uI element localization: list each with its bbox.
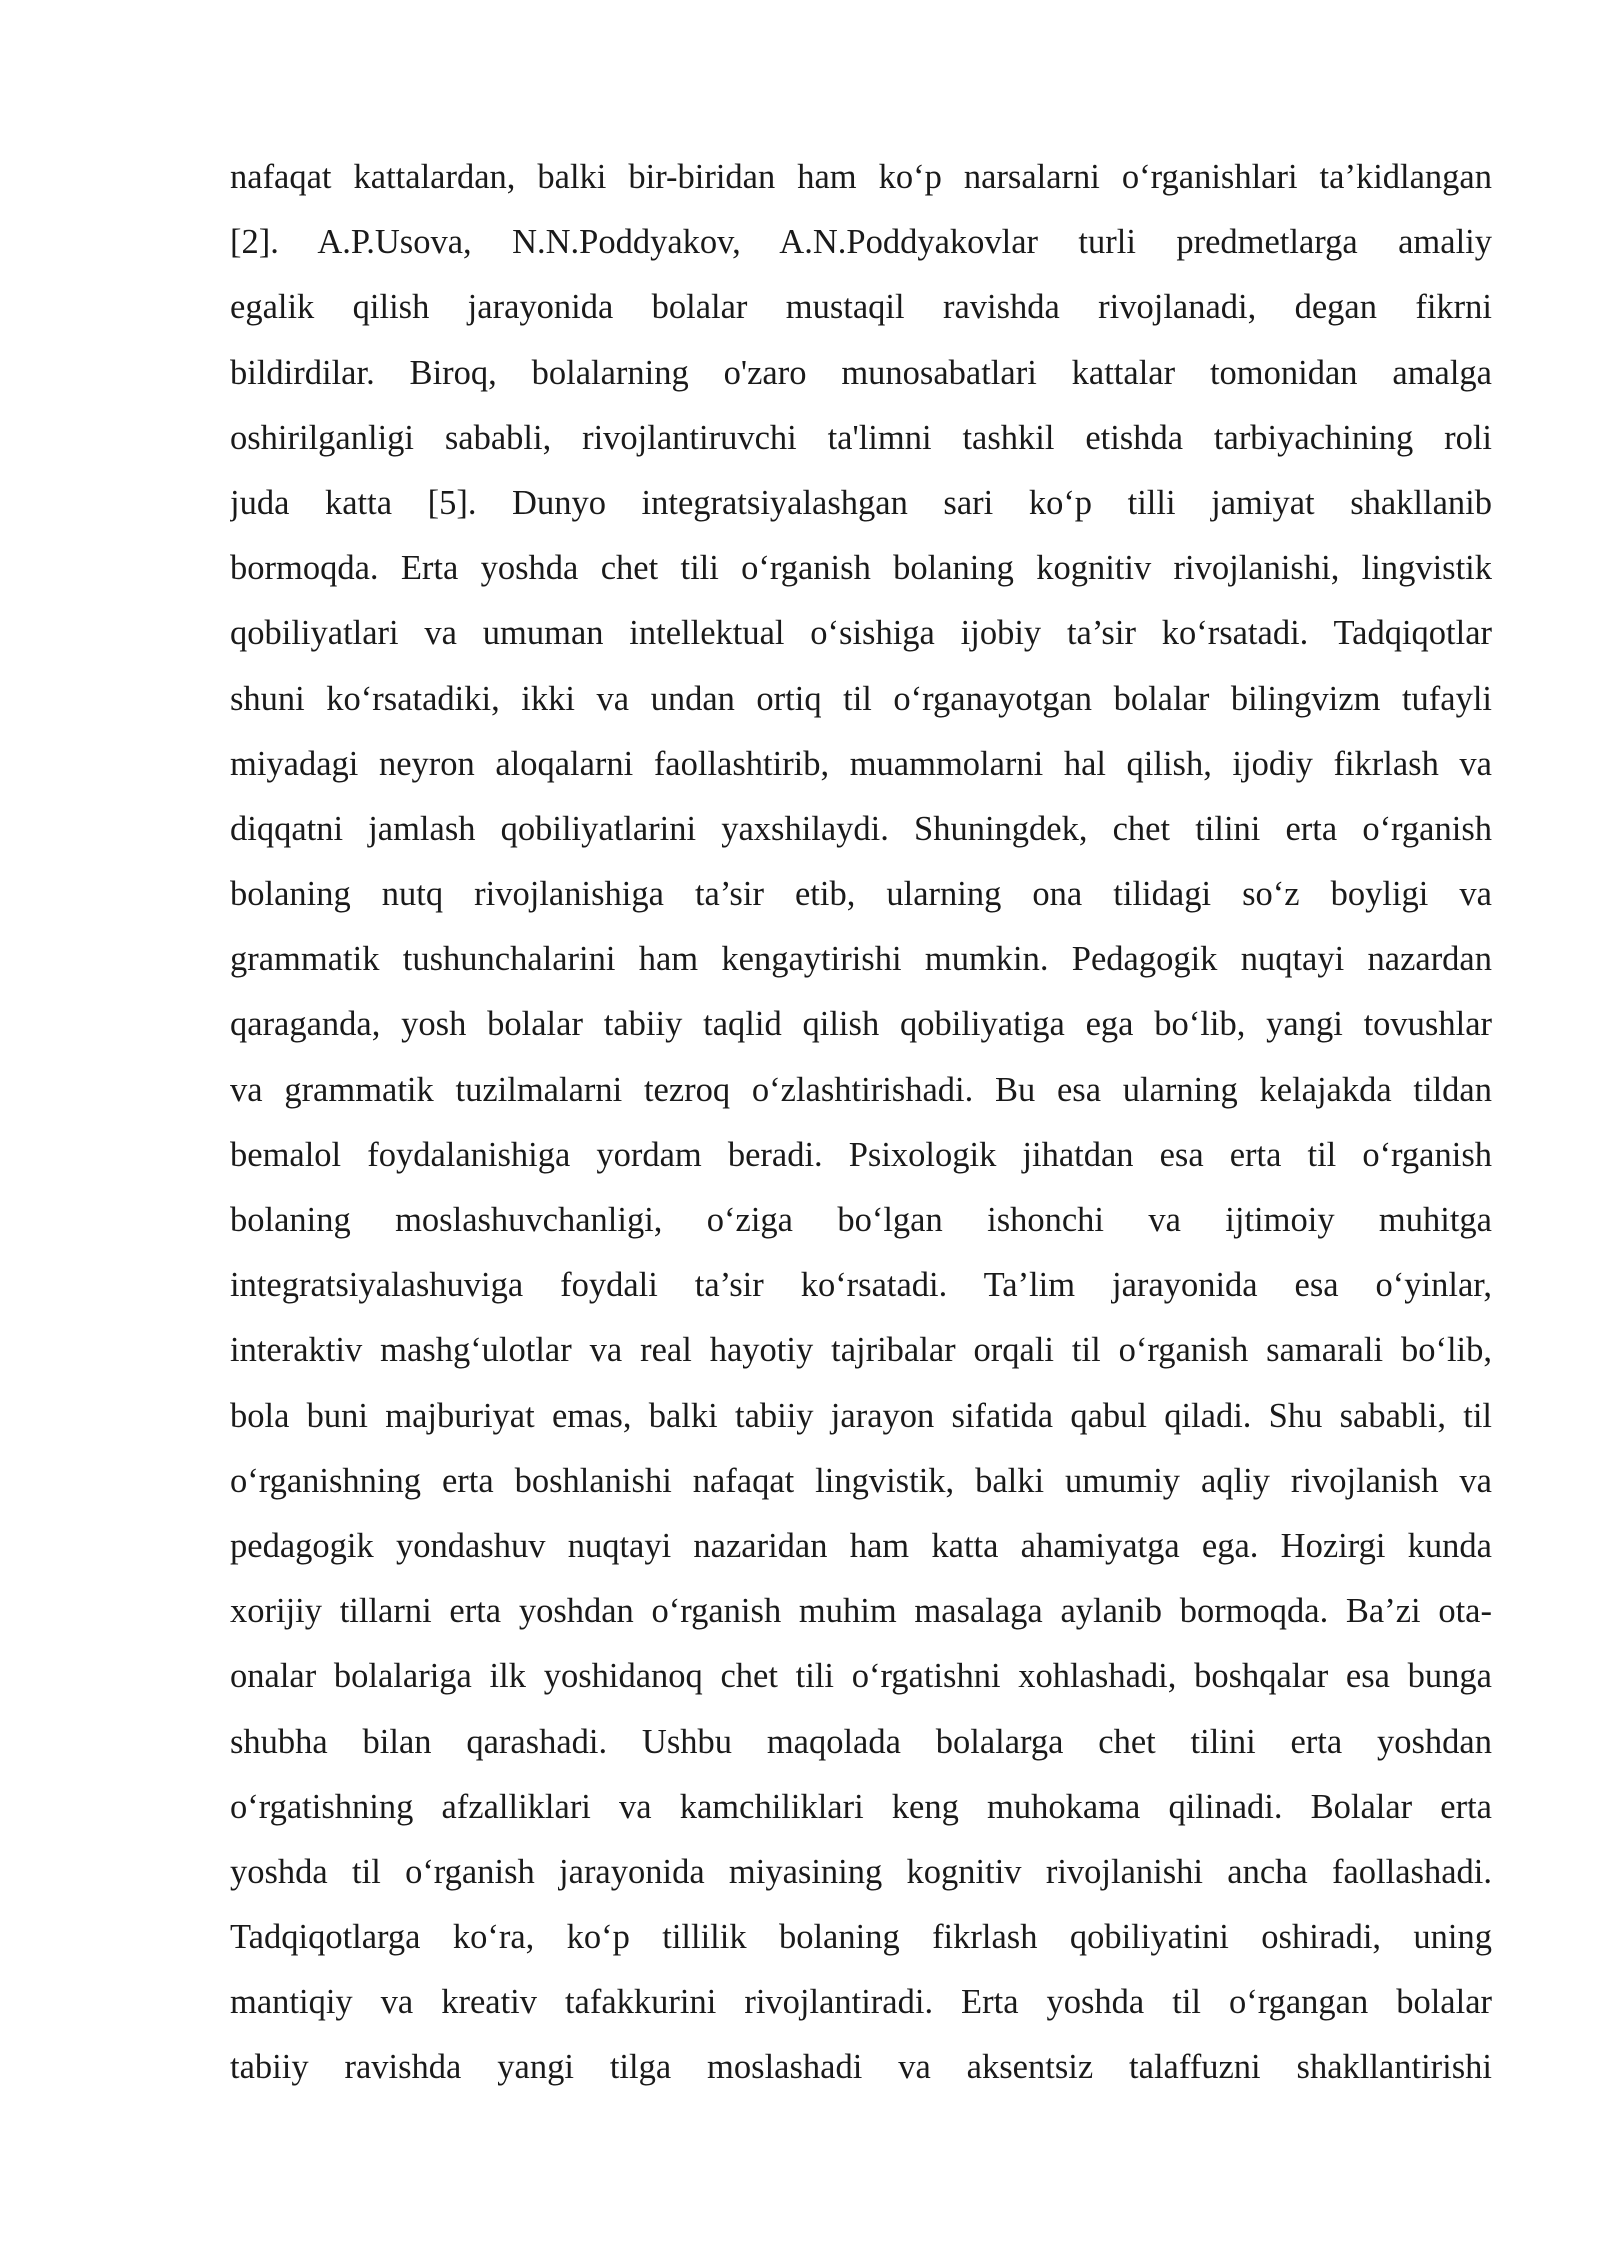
text-line: egalik qilish jarayonida bolalar mustaqil ravishda rivojlanadi, degan fikrni <box>230 288 1492 327</box>
text-line: o‘rganishning erta boshlanishi nafaqat lingvistik, balki umumiy aqliy rivojlanish va <box>230 1461 1492 1500</box>
text-line: qaraganda, yosh bolalar tabiiy taqlid qilish qobiliyatiga ega bo‘lib, yangi tovushlar <box>230 1005 1492 1044</box>
text-line: shuni ko‘rsatadiki, ikki va undan ortiq til o‘rganayotgan bolalar bilingvizm tufayli <box>230 679 1492 718</box>
text-line: onalar bolalariga ilk yoshidanoq chet tili o‘rgatishni xohlashadi, boshqalar esa bunga <box>230 1657 1492 1696</box>
text-line: nafaqat kattalardan, balki bir-biridan ham ko‘p narsalarni o‘rganishlari ta’kidlangan <box>230 158 1492 196</box>
text-line: yoshda til o‘rganish jarayonida miyasining kognitiv rivojlanishi ancha faollashadi. <box>230 1852 1492 1891</box>
text-line: bemalol foydalanishiga yordam beradi. Psixologik jihatdan esa erta til o‘rganish <box>230 1135 1492 1174</box>
text-line: va grammatik tuzilmalarni tezroq o‘zlashtirishadi. Bu esa ularning kelajakda tildan <box>230 1070 1492 1109</box>
body-paragraph <box>230 145 1492 2101</box>
text-line: bola buni majburiyat emas, balki tabiiy jarayon sifatida qabul qiladi. Shu sababli, til <box>230 1396 1492 1435</box>
text-line: pedagogik yondashuv nuqtayi nazaridan ham katta ahamiyatga ega. Hozirgi kunda <box>230 1526 1492 1565</box>
text-line: grammatik tushunchalarini ham kengaytirishi mumkin. Pedagogik nuqtayi nazardan <box>230 940 1492 979</box>
text-line: bolaning moslashuvchanligi, o‘ziga bo‘lgan ishonchi va ijtimoiy muhitga <box>230 1201 1492 1239</box>
text-line: qobiliyatlari va umuman intellektual o‘sishiga ijobiy ta’sir ko‘rsatadi. Tadqiqotlar <box>230 614 1492 653</box>
text-line: oshirilganligi sababli, rivojlantiruvchi ta'limni tashkil etishda tarbiyachining roli <box>230 418 1492 457</box>
text-line: tabiiy ravishda yangi tilga moslashadi va aksentsiz talaffuzni shakllantirishi <box>230 2048 1492 2087</box>
text-line: miyadagi neyron aloqalarni faollashtirib, muammolarni hal qilish, ijodiy fikrlash va <box>230 744 1492 783</box>
text-line: interaktiv mashg‘ulotlar va real hayotiy tajribalar orqali til o‘rganish samarali bo‘lib, <box>230 1331 1492 1370</box>
text-line: o‘rgatishning afzalliklari va kamchiliklari keng muhokama qilinadi. Bolalar erta <box>230 1787 1492 1826</box>
text-line: bormoqda. Erta yoshda chet tili o‘rganish bolaning kognitiv rivojlanishi, lingvistik <box>230 549 1492 588</box>
text-line: [2]. A.P.Usova, N.N.Poddyakov, A.N.Poddyakovlar turli predmetlarga amaliy <box>230 223 1492 262</box>
text-line: bolaning nutq rivojlanishiga ta’sir etib, ularning ona tilidagi so‘z boyligi va <box>230 875 1492 914</box>
text-line: diqqatni jamlash qobiliyatlarini yaxshilaydi. Shuningdek, chet tilini erta o‘rganish <box>230 809 1492 848</box>
text-line: xorijiy tillarni erta yoshdan o‘rganish muhim masalaga aylanib bormoqda. Ba’zi ota- <box>230 1592 1492 1631</box>
text-line: bildirdilar. Biroq, bolalarning o'zaro munosabatlari kattalar tomonidan amalga <box>230 353 1492 392</box>
text-line: integratsiyalashuviga foydali ta’sir ko‘rsatadi. Ta’lim jarayonida esa o‘yinlar, <box>230 1266 1492 1305</box>
text-line: Tadqiqotlarga ko‘ra, ko‘p tillilik bolaning fikrlash qobiliyatini oshiradi, uning <box>230 1918 1492 1957</box>
text-line: juda katta [5]. Dunyo integratsiyalashgan sari ko‘p tilli jamiyat shakllanib <box>230 483 1492 522</box>
text-line: mantiqiy va kreativ tafakkurini rivojlantiradi. Erta yoshda til o‘rgangan bolalar <box>230 1983 1492 2022</box>
text-line: shubha bilan qarashadi. Ushbu maqolada bolalarga chet tilini erta yoshdan <box>230 1722 1492 1761</box>
